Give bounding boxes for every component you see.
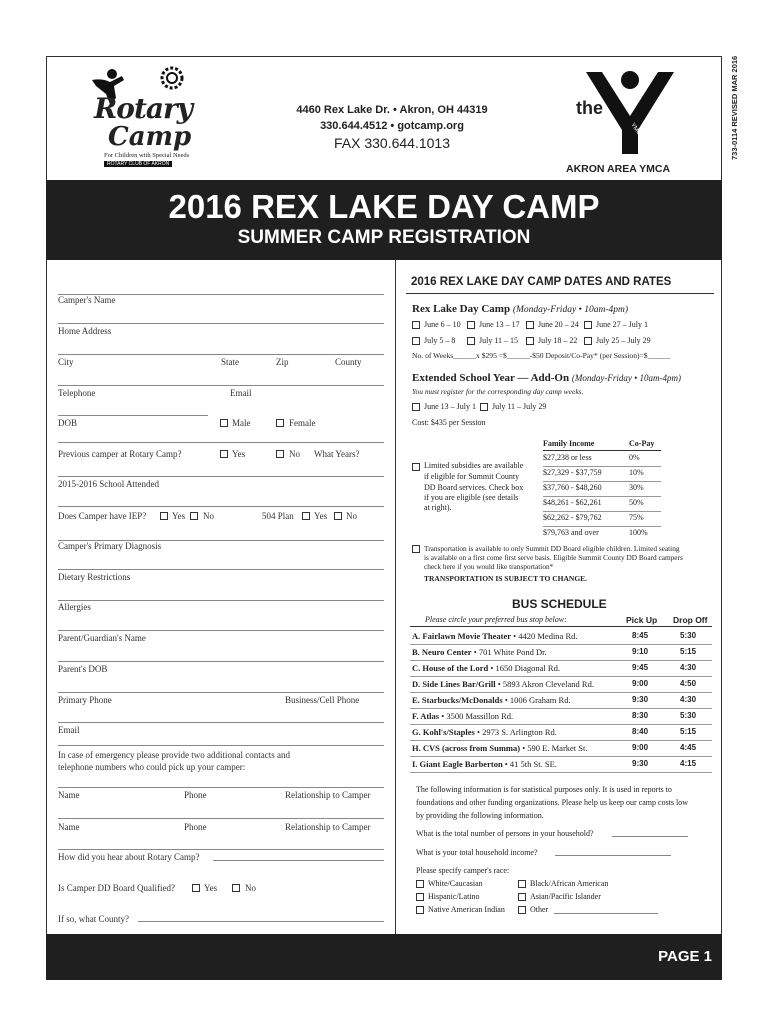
email2-label: Email: [58, 725, 80, 735]
race-native-label: Native American Indian: [428, 905, 505, 914]
bus-stop-row[interactable]: A. Fairlawn Movie Theater • 4420 Medina Rd. 8:45 5:30: [410, 628, 712, 645]
week-7-label: July 18 – 22: [538, 336, 578, 345]
home-address-label: Home Address: [58, 326, 112, 336]
income-label: What is your total household income?: [416, 848, 538, 857]
page-title: 2016 REX LAKE DAY CAMP: [168, 188, 600, 225]
transport-text-2: is available on a first come first serve basis. Eligible Summit County DD Board campers: [424, 553, 683, 562]
week-1-checkbox[interactable]: [412, 321, 420, 329]
subsidy-text-1: Limited subsidies are available: [424, 461, 524, 470]
dd-board-label: Is Camper DD Board Qualified?: [58, 883, 175, 893]
bus-stop-row[interactable]: C. House of the Lord • 1650 Diagonal Rd. 9:45 4:30: [410, 660, 712, 677]
dietary-label: Dietary Restrictions: [58, 572, 131, 582]
plan-504-label: 504 Plan: [262, 511, 294, 521]
school-label: 2015-2016 School Attended: [58, 479, 159, 489]
subsidy-text-4: if you are eligible (see details: [424, 493, 519, 502]
income-row: $27,238 or less 0%: [543, 451, 661, 467]
diagnosis-label: Camper's Primary Diagnosis: [58, 541, 162, 551]
dd-yes-checkbox[interactable]: [192, 884, 200, 892]
plan-504-no-checkbox[interactable]: [334, 512, 342, 520]
male-label: Male: [232, 418, 251, 428]
ext-week-2-checkbox[interactable]: [480, 403, 488, 411]
city-state-zip-field[interactable]: [58, 385, 384, 386]
iep-yes-checkbox[interactable]: [160, 512, 168, 520]
telephone-field[interactable]: [58, 415, 208, 416]
income-field[interactable]: [555, 855, 671, 856]
pickup-header: Pick Up: [626, 615, 658, 625]
income-row: $79,763 and over 100%: [543, 528, 648, 537]
week-4-checkbox[interactable]: [584, 321, 592, 329]
state-label: State: [221, 357, 239, 367]
transport-checkbox[interactable]: [412, 545, 420, 553]
week-3-label: June 20 – 24: [538, 320, 579, 329]
email2-field[interactable]: [58, 745, 384, 746]
rule: [406, 293, 714, 294]
rule: [410, 626, 712, 627]
phone-field[interactable]: [58, 722, 384, 723]
logo-tagline: For Children with Special Needs: [104, 152, 190, 159]
business-phone-label: Business/Cell Phone: [285, 695, 360, 705]
race-asian-label: Asian/Pacific Islander: [530, 892, 601, 901]
weeks-cost-formula: No. of Weeks______x $295 =$______-$50 Deposit/Co-Pay* (per Session)=$______: [412, 351, 671, 360]
previous-yes-label: Yes: [232, 449, 246, 459]
contact1-name-label: Name: [58, 790, 80, 800]
rotary-wheel-icon: [160, 66, 184, 90]
bus-stop-row[interactable]: D. Side Lines Bar/Grill • 5893 Akron Cleveland Rd. 9:00 4:50: [410, 676, 712, 693]
race-other-checkbox[interactable]: [518, 906, 526, 914]
email-label: Email: [230, 388, 252, 398]
ext-week-2-label: July 11 – July 29: [492, 402, 547, 411]
female-checkbox[interactable]: [276, 419, 284, 427]
emergency-note-1: In case of emergency please provide two additional contacts and: [58, 750, 290, 760]
ymca-wordmark: YMCA: [629, 122, 645, 140]
county-question-field[interactable]: [138, 921, 384, 922]
zip-label: Zip: [276, 357, 289, 367]
logo-rotary-word: Rotary: [94, 92, 193, 125]
bus-stop-row[interactable]: H. CVS (across from Summa) • 590 E. Market St. 9:00 4:45: [410, 740, 712, 757]
extended-cost: Cost: $435 per Session: [412, 418, 486, 427]
week-2-label: June 13 – 17: [479, 320, 520, 329]
week-8-checkbox[interactable]: [584, 337, 592, 345]
logo-camp-word: Camp: [108, 122, 192, 152]
county-question-label: If so, what County?: [58, 914, 129, 924]
family-income-header: Family Income: [543, 439, 595, 448]
extended-year-title: Extended School Year — Add-On (Monday-Friday • 10am-4pm): [412, 372, 681, 384]
transport-change-note: TRANSPORTATION IS SUBJECT TO CHANGE.: [424, 574, 588, 583]
previous-no-checkbox[interactable]: [276, 450, 284, 458]
week-2-checkbox[interactable]: [467, 321, 475, 329]
title-banner: [46, 180, 722, 260]
bus-stop-row[interactable]: B. Neuro Center • 701 White Pond Dr. 9:10 5:15: [410, 644, 712, 661]
income-row: $48,261 - $62,261 50%: [543, 496, 661, 512]
race-asian-checkbox[interactable]: [518, 893, 526, 901]
campers-name-label: Camper's Name: [58, 295, 116, 305]
week-6-checkbox[interactable]: [467, 337, 475, 345]
race-black-checkbox[interactable]: [518, 880, 526, 888]
household-field[interactable]: [612, 836, 688, 837]
week-5-label: July 5 – 8: [424, 336, 456, 345]
subsidy-text-2: if eligible for Summit County: [424, 472, 520, 481]
hear-about-field[interactable]: [213, 860, 384, 861]
week-6-label: July 11 – 15: [479, 336, 519, 345]
plan-504-yes-label: Yes: [314, 511, 328, 521]
page-number: PAGE 1: [658, 948, 712, 965]
race-white-checkbox[interactable]: [416, 880, 424, 888]
subsidy-text-3: DD Board services. Check box: [424, 483, 524, 492]
school-field[interactable]: [58, 506, 384, 507]
bus-stop-row[interactable]: E. Starbucks/McDonalds • 1006 Graham Rd. 9:30 4:30: [410, 692, 712, 709]
race-white-label: White/Caucasian: [428, 879, 483, 888]
bus-stop-row[interactable]: G. Kohl's/Staples • 2973 S. Arlington Rd. 8:40 5:15: [410, 724, 712, 741]
race-hispanic-label: Hispanic/Latino: [428, 892, 480, 901]
race-other-field[interactable]: [554, 913, 658, 914]
what-years-label: What Years?: [314, 449, 360, 459]
transport-text-3: check here if you would like transportation*: [424, 562, 554, 571]
contact1-relationship-label: Relationship to Camper: [285, 790, 371, 800]
ext-week-1-checkbox[interactable]: [412, 403, 420, 411]
iep-no-checkbox[interactable]: [190, 512, 198, 520]
rule: [58, 787, 384, 788]
contact2-phone-label: Phone: [184, 822, 207, 832]
rex-camp-title: Rex Lake Day Camp (Monday-Friday • 10am-4pm): [412, 303, 629, 315]
allergies-field[interactable]: [58, 630, 384, 631]
contact2-name-label: Name: [58, 822, 80, 832]
iep-yes-label: Yes: [172, 511, 186, 521]
parent-dob-label: Parent's DOB: [58, 664, 108, 674]
emergency-note-2: telephone numbers who could pick up your camper:: [58, 762, 246, 772]
bus-schedule-heading: BUS SCHEDULE: [512, 597, 607, 611]
allergies-label: Allergies: [58, 602, 91, 612]
dd-yes-label: Yes: [204, 883, 218, 893]
income-row: $62,262 - $79,762 75%: [543, 511, 661, 527]
race-other-label: Other: [530, 905, 549, 914]
city-label: City: [58, 357, 74, 367]
plan-504-yes-checkbox[interactable]: [302, 512, 310, 520]
previous-camper-label: Previous camper at Rotary Camp?: [58, 449, 182, 459]
county-label: County: [335, 357, 362, 367]
campers-name-field[interactable]: [58, 323, 384, 324]
page-footer: [46, 934, 722, 980]
dietary-field[interactable]: [58, 600, 384, 601]
ymca-the: the: [576, 98, 603, 118]
guardian-field[interactable]: [58, 661, 384, 662]
week-8-label: July 25 – July 29: [596, 336, 651, 345]
week-5-checkbox[interactable]: [412, 337, 420, 345]
race-native-checkbox[interactable]: [416, 906, 424, 914]
income-row: $37,760 - $48,260 30%: [543, 481, 661, 497]
female-label: Female: [289, 418, 316, 428]
male-checkbox[interactable]: [220, 419, 228, 427]
race-hispanic-checkbox[interactable]: [416, 893, 424, 901]
parent-dob-field[interactable]: [58, 692, 384, 693]
stats-text-3: by providing the following information.: [416, 811, 544, 820]
what-years-field[interactable]: [58, 476, 384, 477]
contact2-relationship-label: Relationship to Camper: [285, 822, 371, 832]
plan-504-no-label: No: [346, 511, 357, 521]
race-label: Please specify camper's race:: [416, 866, 510, 875]
dob-field[interactable]: [58, 442, 384, 443]
rotary-camp-logo: [88, 66, 208, 170]
contact1-phone-label: Phone: [184, 790, 207, 800]
akron-area-ymca: AKRON AREA YMCA: [566, 163, 671, 175]
column-divider: [395, 260, 396, 934]
extended-note: You must register for the corresponding day camp weeks.: [412, 387, 584, 396]
bus-stop-row[interactable]: I. Giant Eagle Barberton • 41 5th St. SE. 9:30 4:15: [410, 756, 712, 773]
page-subtitle: SUMMER CAMP REGISTRATION: [237, 227, 531, 248]
dropoff-header: Drop Off: [673, 615, 708, 625]
fax-line: FAX 330.644.1013: [334, 135, 450, 151]
bus-stop-row[interactable]: F. Atlas • 3500 Massillon Rd. 8:30 5:30: [410, 708, 712, 725]
dob-label: DOB: [58, 418, 78, 428]
diagnosis-field[interactable]: [58, 569, 384, 570]
week-7-checkbox[interactable]: [526, 337, 534, 345]
ext-week-1-label: June 13 – July 1: [424, 402, 476, 411]
previous-yes-checkbox[interactable]: [220, 450, 228, 458]
income-row: $27,329 - $37,759 10%: [543, 466, 661, 482]
week-3-checkbox[interactable]: [526, 321, 534, 329]
household-label: What is the total number of persons in your household?: [416, 829, 594, 838]
ymca-logo: [570, 68, 690, 158]
bus-note: Please circle your preferred bus stop below:: [425, 615, 567, 624]
iep-no-label: No: [203, 511, 214, 521]
iep-label: Does Camper have IEP?: [58, 511, 147, 521]
guardian-label: Parent/Guardian's Name: [58, 633, 146, 643]
race-black-label: Black/African American: [530, 879, 609, 888]
week-4-label: June 27 – July 1: [596, 320, 648, 329]
form-code: 733-0114 REVISED MAR 2016: [730, 55, 739, 160]
hear-about-label: How did you hear about Rotary Camp?: [58, 852, 200, 862]
logo-club: ROTARY CLUB OF AKRON: [104, 161, 172, 167]
previous-no-label: No: [289, 449, 300, 459]
phone-web-line: 330.644.4512 • gotcamp.org: [320, 120, 464, 132]
stats-text-1: The following information is for statistical purposes only. It is used in reports to: [416, 785, 672, 794]
week-1-label: June 6 – 10: [424, 320, 461, 329]
copay-header: Co-Pay: [629, 439, 655, 448]
dates-rates-heading: 2016 REX LAKE DAY CAMP DATES AND RATES: [411, 276, 672, 288]
contact1-field[interactable]: [58, 818, 384, 819]
subsidy-text-5: at right).: [424, 503, 452, 512]
home-address-field[interactable]: [58, 354, 384, 355]
contact2-field[interactable]: [58, 849, 384, 850]
transport-text-1: Transportation is available to only Summit DD Board eligible children. Limited seating: [424, 544, 680, 553]
dd-no-checkbox[interactable]: [232, 884, 240, 892]
primary-phone-label: Primary Phone: [58, 695, 112, 705]
dd-no-label: No: [245, 883, 256, 893]
telephone-label: Telephone: [58, 388, 96, 398]
subsidy-checkbox[interactable]: [412, 463, 420, 471]
address-line: 4460 Rex Lake Dr. • Akron, OH 44319: [296, 104, 488, 116]
stats-text-2: foundations and other funding organizations. Please help us keep our camp costs low: [416, 798, 689, 807]
